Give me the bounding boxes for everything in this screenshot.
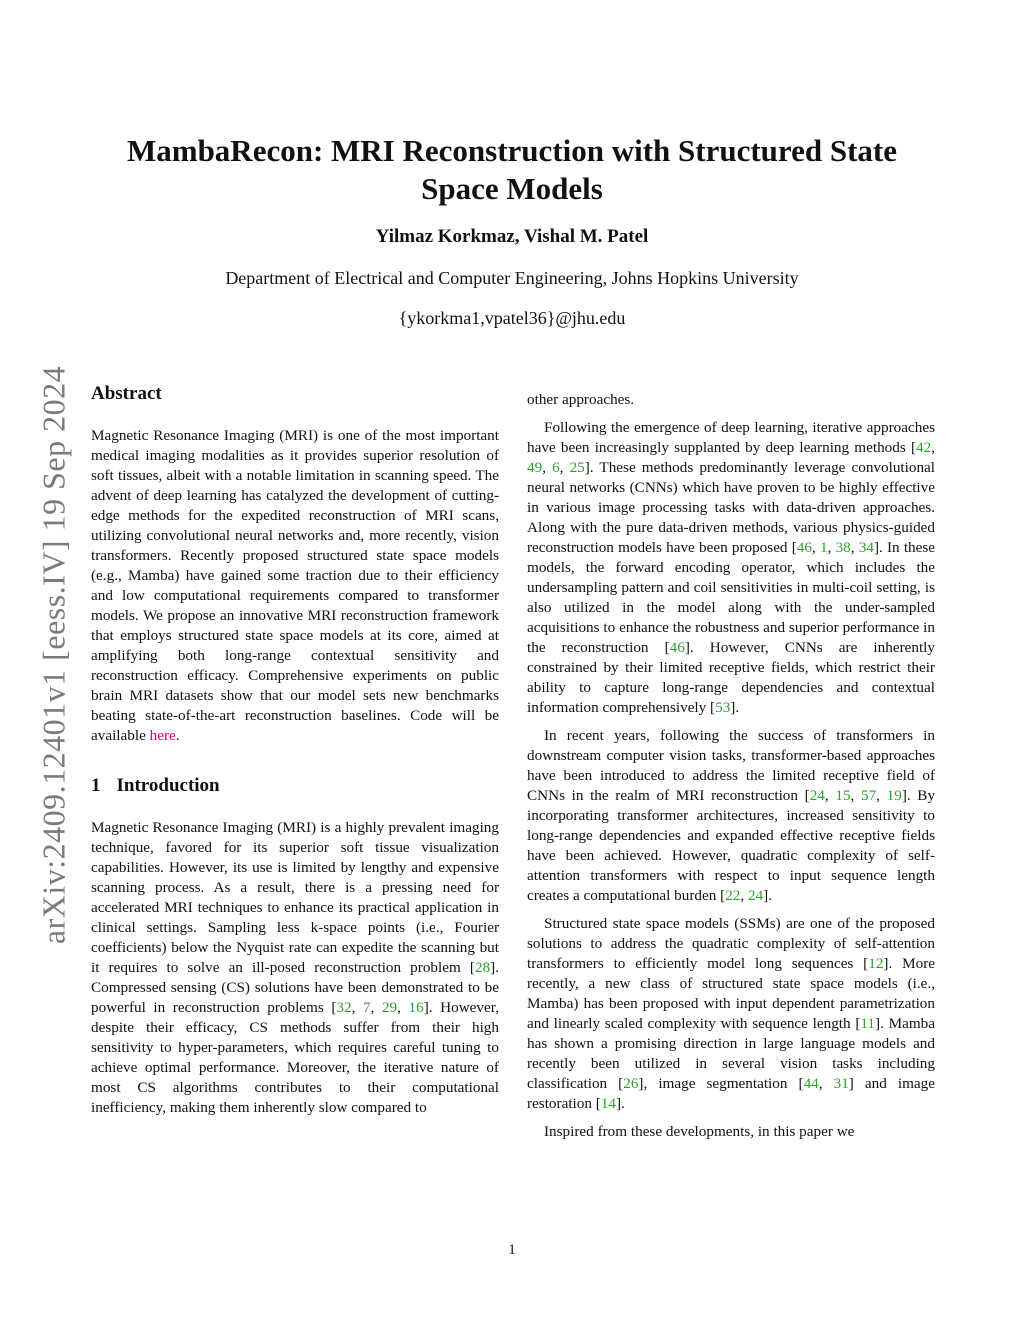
- code-link[interactable]: here: [149, 727, 176, 744]
- introduction-heading: 1 Introduction: [91, 775, 220, 796]
- citation-link[interactable]: 25: [569, 459, 585, 476]
- citation-link[interactable]: 44: [803, 1075, 819, 1092]
- intro-paragraph-3: In recent years, following the success of transformers in downstream computer vision tasks, transformer-based approaches have been introduced to address the limited receptive field of CNNs in the realm of MRI reconstruction [24, 15, 57, 19]. By incorporating transformer architectures, increased sensitivity to long-range dependencies and expanded effective receptive fields have been achieved. However, quadratic complexity of self-attention transformers with respect to input sequence length creates a computational burden [22, 24].: [527, 727, 936, 904]
- citation-link[interactable]: 29: [381, 999, 398, 1016]
- citation-link[interactable]: 16: [408, 999, 424, 1016]
- title-line-1: MambaRecon: MRI Reconstruction with Structured State: [126, 133, 898, 168]
- citation-link[interactable]: 6: [552, 459, 560, 476]
- affiliation: Department of Electrical and Computer Engineering, Johns Hopkins University: [225, 268, 799, 288]
- citation-link[interactable]: 32: [336, 999, 352, 1016]
- citation-link[interactable]: 34: [858, 539, 874, 556]
- citation-link[interactable]: 42: [916, 439, 932, 456]
- intro-paragraph-1: Magnetic Resonance Imaging (MRI) is a highly prevalent imaging technique, favored for its superior soft tissue visualization capabilities. However, its use is limited by lengthy and expensive scanning process. As a result, there is a pressing need for accelerated MRI techniques to enhance its practical application in clinical settings. Sampling less k-space points (i.e., Fourier coefficients) below the Nyquist rate can expedite the scanning but it requires to solve an ill-posed reconstruction problem [28]. Compressed sensing (CS) solutions have been demonstrated to be powerful in reconstruction problems [32, 7, 29, 16]. However, despite their efficacy, CS methods suffer from their high sensitivity to hyper-parameters, which requires careful tuning to achieve optimal performance. Moreover, the iterative nature of most CS algorithms contributes to their computational inefficiency, making them inherently slow compared to: [91, 819, 499, 1116]
- abstract-heading: Abstract: [91, 383, 162, 404]
- intro-paragraph-4: Structured state space models (SSMs) are one of the proposed solutions to address the quadratic complexity of self-attention transformers to efficiently model long sequences [12]. More recently, a new class of structured state space models (i.e., Mamba) has been proposed with input dependent parametrization and linearly scaled complexity with sequence length [11]. Mamba has shown a promising direction in large language models and recently been utilized in several vision tasks including classification [26], image segmentation [44, 31] and image restoration [14].: [527, 915, 936, 1112]
- citation-link[interactable]: 46: [796, 539, 812, 556]
- citation-link[interactable]: 7: [362, 999, 371, 1016]
- citation-link[interactable]: 26: [623, 1075, 639, 1092]
- citation-link[interactable]: 57: [860, 787, 877, 804]
- citation-link[interactable]: 24: [747, 887, 764, 904]
- citation-link[interactable]: 49: [527, 459, 543, 476]
- citation-link[interactable]: 46: [669, 639, 685, 656]
- citation-link[interactable]: 14: [600, 1095, 616, 1112]
- intro-continuation: other approaches.: [527, 391, 635, 408]
- citation-link[interactable]: 12: [868, 955, 884, 972]
- citation-link[interactable]: 1: [819, 539, 828, 556]
- citation-link[interactable]: 38: [835, 539, 851, 556]
- authors: Yilmaz Korkmaz, Vishal M. Patel: [375, 226, 649, 247]
- citation-link[interactable]: 53: [715, 699, 731, 716]
- paper-title: [60, 132, 964, 208]
- left-column: [91, 384, 499, 1118]
- abstract-text: Magnetic Resonance Imaging (MRI) is one of the most important medical imaging modalities as it provides superior resolution of soft tissues, albeit with a notable limitation in scanning speed. The advent of deep learning has catalyzed the development of cutting-edge methods for the expedited reconstruction of MRI scans, utilizing convolutional neural networks and, more recently, vision transformers. Recently proposed structured state space models (e.g., Mamba) have gained some traction due to their efficiency and low computational requirements compared to transformer models. We propose an innovative MRI reconstruction framework that employs structured state space models at its core, aimed at amplifying both long-range contextual sensitivity and reconstruction efficacy. Comprehensive experiments on public brain MRI datasets show that our model sets new benchmarks beating state-of-the-art reconstruction baselines. Code will be available here.: [91, 427, 499, 744]
- citation-link[interactable]: 15: [835, 787, 851, 804]
- citation-link[interactable]: 11: [860, 1015, 876, 1032]
- citation-link[interactable]: 22: [725, 887, 741, 904]
- title-line-2: Space Models: [421, 171, 603, 206]
- author-email: {ykorkma1,vpatel36}@jhu.edu: [398, 308, 626, 328]
- citation-link[interactable]: 31: [833, 1075, 849, 1092]
- page-number: 1: [508, 1242, 516, 1258]
- right-column: [527, 390, 935, 1142]
- citation-link[interactable]: 28: [474, 959, 491, 976]
- citation-link[interactable]: 19: [886, 787, 902, 804]
- arxiv-identifier: arXiv:2409.12401v1 [eess.IV] 19 Sep 2024: [35, 365, 72, 945]
- intro-paragraph-2: Following the emergence of deep learning, iterative approaches have been increasingly supplanted by deep learning methods [42, 49, 6, 25]. These methods predominantly leverage convolutional neural networks (CNNs) which have proven to be highly effective in various image processing tasks with data-driven approaches. Along with the pure data-driven methods, various physics-guided reconstruction models have been proposed [46, 1, 38, 34]. In these models, the forward encoding operator, which includes the undersampling pattern and coil sensitivities in multi-coil setting, is also utilized in the model along with the under-sampled acquisitions to enhance the robustness and superior performance in the reconstruction [46]. However, CNNs are inherently constrained by their limited receptive fields, which restrict their ability to capture long-range dependencies and contextual information comprehensively [53].: [527, 419, 936, 716]
- citation-link[interactable]: 24: [809, 787, 825, 804]
- intro-paragraph-5: Inspired from these developments, in this paper we: [544, 1123, 855, 1140]
